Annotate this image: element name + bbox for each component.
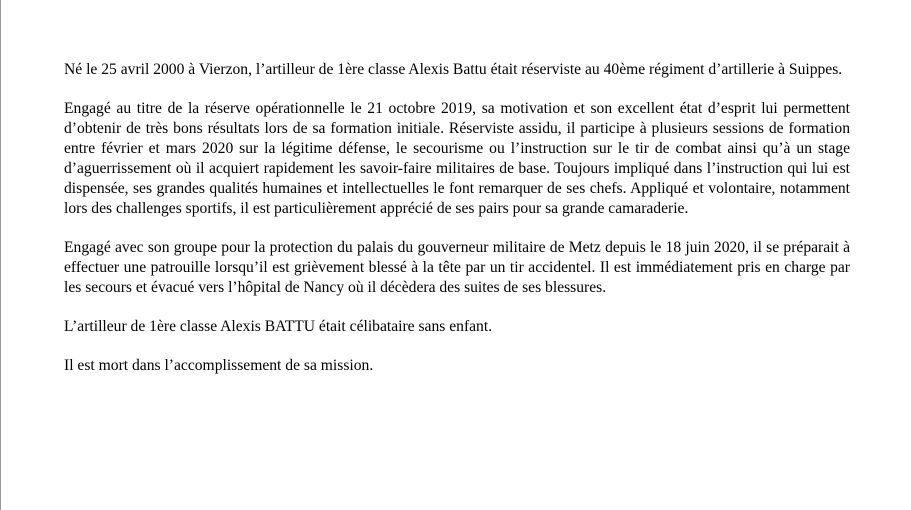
paragraph-engagement: Engagé au titre de la réserve opérationnelle le 21 octobre 2019, sa motivation et son excellent état d’esprit lui permettent d’obtenir de très bons résultats lors de sa formation initiale. Réserviste assidu, il participe à plusieurs sessions de formation entre février et mars 2020 sur la légitime défense, le secourisme ou l’instruction sur le tir de combat ainsi qu’à un stage d’aguerrissement où il acquiert rapidement les savoir-faire militaires de base. Toujours impliqué dans l’instruction qui lui est dispensée, ses grandes qualités humaines et intellectuelles le font remarquer de ses chefs. Appliqué et volontaire, notamment lors des challenges sportifs, il est particulièrement apprécié de ses pairs pour sa grande camaraderie. xyxy=(64,100,850,217)
paragraph-family: L’artilleur de 1ère classe Alexis BATTU était célibataire sans enfant. xyxy=(64,318,493,335)
paragraph-mission: Il est mort dans l’accomplissement de sa mission. xyxy=(64,357,374,374)
page-left-border xyxy=(0,0,1,510)
paragraph-birth: Né le 25 avril 2000 à Vierzon, l’artilleur de 1ère classe Alexis Battu était réserviste au 40ème régiment d’artillerie à Suippes. xyxy=(64,61,843,78)
document-body xyxy=(64,60,850,395)
paragraph-incident: Engagé avec son groupe pour la protection du palais du gouverneur militaire de Metz depuis le 18 juin 2020, il se préparait à effectuer une patrouille lorsqu’il est grièvement blessé à la tête par un tir accidentel. Il est immédiatement pris en charge par les secours et évacué vers l’hôpital de Nancy où il décèdera des suites de ses blessures. xyxy=(64,239,850,296)
